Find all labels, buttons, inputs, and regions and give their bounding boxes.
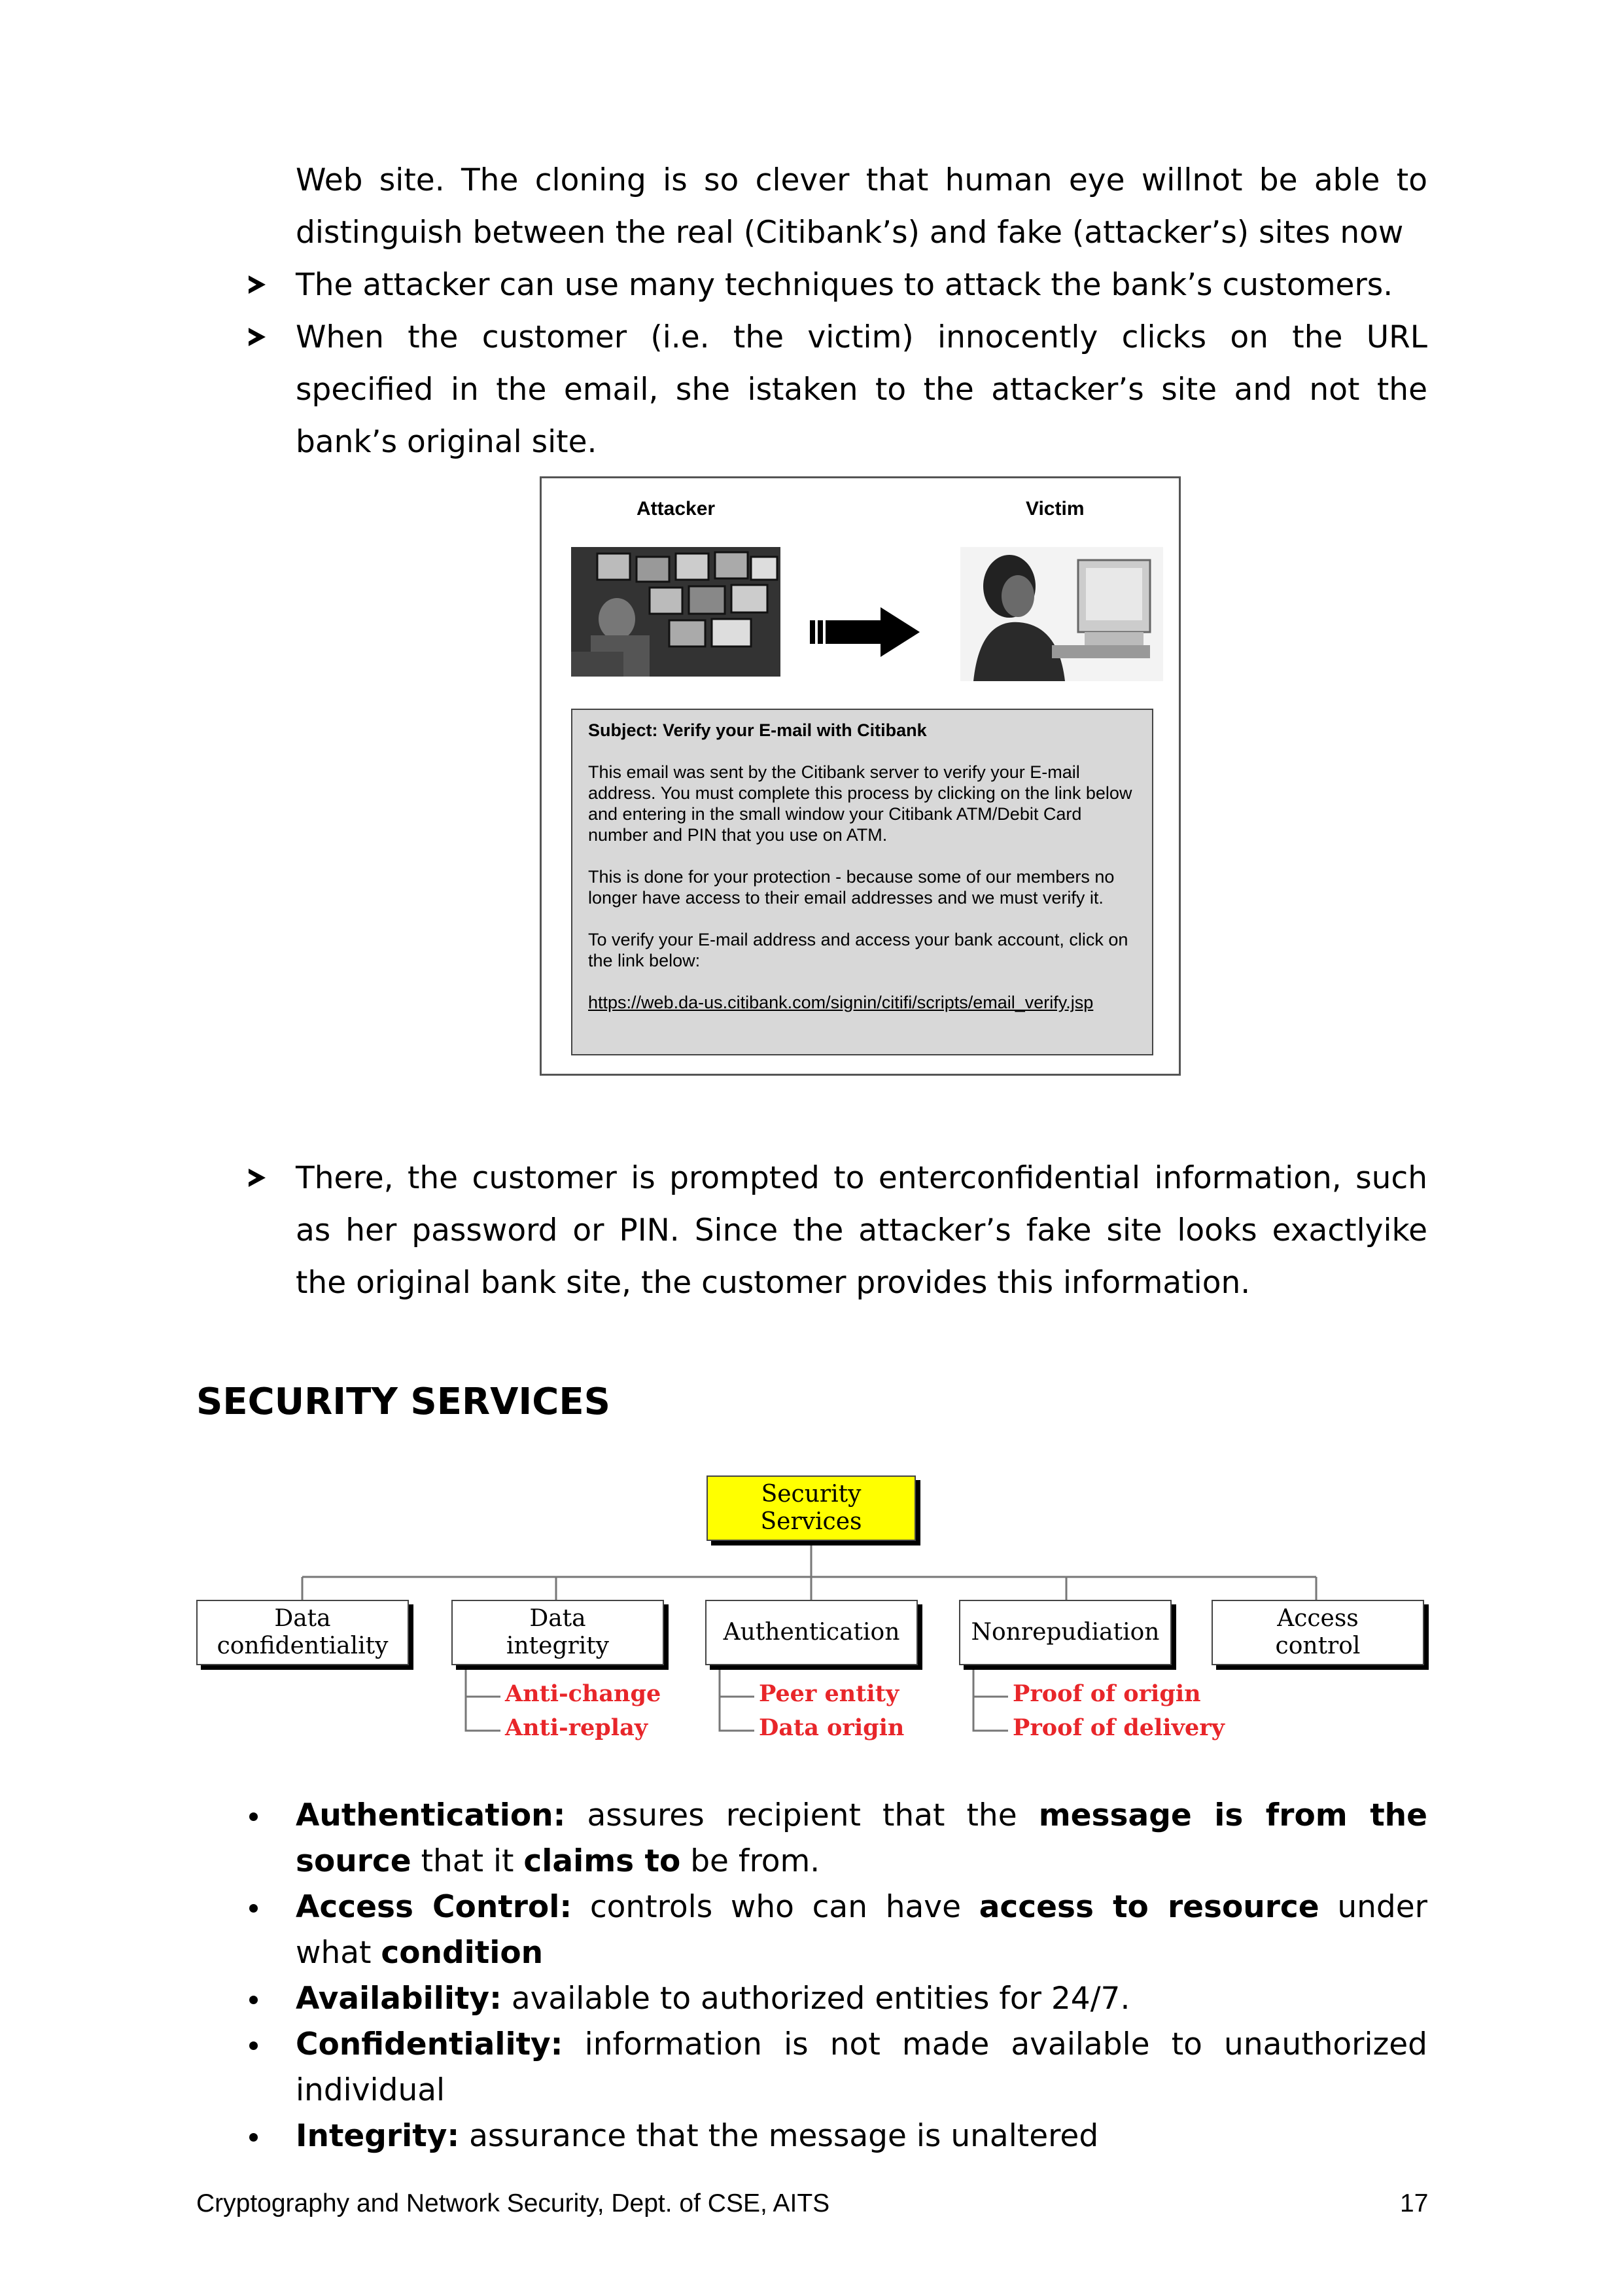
arrow-bullet-icon <box>249 328 266 346</box>
diagram-node-authentication: Authentication <box>705 1600 918 1665</box>
service-availability: Availability: available to authorized entities for 24/7. <box>296 1981 1130 2017</box>
term: Authentication: <box>296 1797 566 1833</box>
term: Integrity: <box>296 2118 460 2154</box>
section-heading: SECURITY SERVICES <box>196 1381 610 1423</box>
bullet-dot-icon <box>249 1904 258 1913</box>
email-link[interactable]: https://web.da-us.citibank.com/signin/citifi/scripts/email_verify.jsp <box>588 993 1094 1012</box>
bullet-dot-icon <box>249 1812 258 1821</box>
attacker-label: Attacker <box>637 498 716 520</box>
service-access-control: Access Control: controls who can have access to resource under what condition <box>296 1889 1427 1971</box>
email-paragraph: To verify your E-mail address and access your bank account, click on the link below: <box>588 930 1128 970</box>
victim-image <box>960 547 1163 681</box>
arrow-bullet-icon <box>249 275 266 294</box>
diagram-root: Security Services <box>707 1475 916 1541</box>
email-subject: Subject: Verify your E-mail with Citibank <box>588 720 927 740</box>
arrow-bullet-icon <box>249 1169 266 1187</box>
email-paragraph: This email was sent by the Citibank server to verify your E-mail address. You must complete this process by clicking on the link below and entering in the small window your Citibank ATM/Debit Card number and PIN that you use on ATM. <box>588 762 1132 845</box>
diagram-sub-anti-change: Anti-change <box>505 1680 661 1707</box>
service-confidentiality: Confidentiality: information is not made available to unauthorized individual <box>296 2026 1427 2108</box>
diagram-sub-data-origin: Data origin <box>759 1714 905 1741</box>
page-number: 17 <box>1400 2189 1429 2217</box>
arrow-right-icon <box>810 606 921 658</box>
email-paragraph: This is done for your protection - because some of our members no longer have access to their email addresses and we must verify it. <box>588 867 1115 908</box>
service-authentication: Authentication: assures recipient that the message is from the source that it claims to be from. <box>296 1797 1427 1879</box>
intro-bullet-1: The attacker can use many techniques to attack the bank’s customers. <box>296 267 1393 303</box>
footer-text: Cryptography and Network Security, Dept. of CSE, AITS <box>196 2189 830 2217</box>
bullet-dot-icon <box>249 2133 258 2142</box>
diagram-sub-anti-replay: Anti-replay <box>505 1714 648 1741</box>
diagram-node-data-integrity: Data integrity <box>451 1600 664 1665</box>
diagram-sub-peer-entity: Peer entity <box>759 1680 899 1707</box>
attacker-image <box>571 547 780 677</box>
phishing-email <box>571 709 1153 1055</box>
bullet-dot-icon <box>249 2041 258 2050</box>
phishing-figure <box>540 476 1181 1076</box>
victim-label: Victim <box>1026 498 1085 520</box>
term: Availability: <box>296 1981 502 2017</box>
diagram-node-data-confidentiality: Data confidentiality <box>196 1600 409 1665</box>
term: Access Control: <box>296 1889 572 1925</box>
intro-bullet-3: There, the customer is prompted to enterconfidential information, such as her password or PIN. Since the attacker’s fake site looks exactlyike the original bank site, the customer provides this information. <box>296 1160 1427 1301</box>
diagram-sub-proof-of-origin: Proof of origin <box>1013 1680 1201 1707</box>
intro-bullet-2: When the customer (i.e. the victim) innocently clicks on the URL specified in the email, she istaken to the attacker’s site and not the bank’s original site. <box>296 319 1427 460</box>
intro-continuation: Web site. The cloning is so clever that human eye willnot be able to distinguish between the real (Citibank’s) and fake (attacker’s) sites now <box>296 162 1427 251</box>
diagram-node-nonrepudiation: Nonrepudiation <box>959 1600 1172 1665</box>
term: Confidentiality: <box>296 2026 563 2062</box>
diagram-sub-proof-of-delivery: Proof of delivery <box>1013 1714 1225 1741</box>
bullet-dot-icon <box>249 1996 258 2004</box>
service-integrity: Integrity: assurance that the message is unaltered <box>296 2118 1099 2154</box>
diagram-node-access-control: Access control <box>1212 1600 1424 1665</box>
